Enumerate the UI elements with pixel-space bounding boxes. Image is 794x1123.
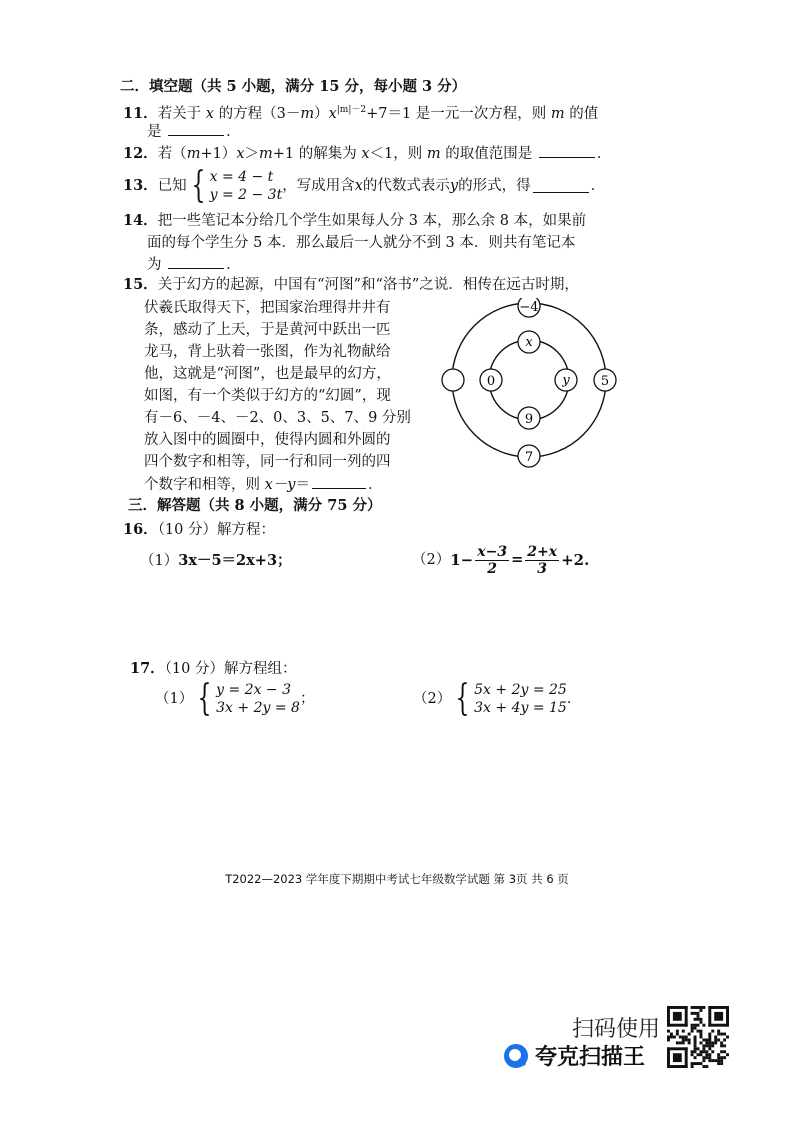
system-equation: 3x + 4y = 15 [474, 700, 567, 716]
question-16-part-1 [140, 552, 292, 570]
quark-brand [503, 1040, 645, 1071]
question-12 [123, 144, 611, 163]
question-11-line-1 [123, 101, 598, 123]
q12-text: 的取值范围是 [440, 146, 537, 162]
question-17-part-2 [413, 679, 581, 719]
q13-text: 已知 [157, 178, 187, 194]
quark-logo-icon [503, 1043, 529, 1069]
q14-text: ． [226, 257, 241, 273]
question-14-line-2: 面的每个学生分 5 本．那么最后一人就分不到 3 本．则共有笔记本 [147, 235, 576, 251]
equation-part: 1− [450, 551, 474, 569]
q11-var: x [328, 105, 337, 122]
q15-text: 关于幻方的起源，中国有“河图”和“洛书”之说．相传在远古时期， [157, 277, 579, 293]
node-outer-top-label: −4 [519, 300, 539, 315]
fraction [475, 544, 509, 577]
fraction-denominator: 2 [487, 560, 498, 577]
q13-var: y [449, 178, 459, 194]
q13-text: 的代数式表示 [362, 178, 450, 194]
q15-body-line: 他，这就是“河图”，也是最早的幻方， [144, 366, 391, 382]
outer-circle [452, 303, 606, 457]
q12-var: x [236, 146, 245, 162]
brace-icon: { [191, 165, 206, 206]
q13-text: 的形式，得 [458, 178, 531, 194]
q12-text: 若（ [157, 146, 187, 162]
question-11-line-2 [147, 122, 241, 141]
question-17-part-1 [155, 679, 314, 719]
q17-text: ． [566, 691, 582, 707]
question-17-number: 17． [130, 660, 165, 677]
node-outer-left [442, 369, 464, 391]
part-label: （2） [413, 691, 452, 707]
question-16 [123, 521, 275, 539]
q15-text: 个数字和相等，则 [144, 477, 265, 493]
q13-var: x [354, 178, 363, 194]
q11-var: m [550, 105, 565, 122]
node-outer-right-label: 5 [600, 374, 610, 389]
q15-body-line: 四个数字和相等，同一行和同一列的四 [144, 454, 391, 470]
q15-text: ． [367, 477, 383, 493]
q12-text: ＜1，则 [369, 146, 427, 162]
q15-body-line: 伏羲氏取得天下，把国家治理得井井有 [144, 300, 391, 316]
part-label: （2） [412, 552, 451, 568]
part-label: （1） [140, 553, 179, 569]
node-inner-top-label: x [525, 335, 533, 350]
q12-var: m [259, 146, 273, 162]
question-15-line-1 [123, 276, 579, 294]
q11-var: x [205, 105, 214, 122]
equation-part: = [511, 551, 524, 568]
question-14-line-1 [123, 212, 586, 230]
question-13-number: 13． [123, 177, 158, 194]
q11-exponent: |m|－2 [336, 105, 367, 115]
fraction [525, 544, 559, 577]
q11-var: m [300, 105, 315, 122]
q11-text: ． [226, 124, 241, 140]
q14-text: 为 [147, 257, 167, 273]
system-equation: x = 4 − t [209, 169, 274, 185]
q12-var: m [186, 146, 201, 162]
q15-body-line: 有－6、－4、－2、0、3、5、7、9 分别 [144, 410, 411, 426]
q16-text: （10 分）解方程： [157, 522, 275, 538]
q12-text: +1 的解集为 [272, 146, 362, 162]
brace-icon: { [455, 678, 470, 719]
fraction-numerator: x−3 [477, 543, 508, 560]
equation-part: +2. [561, 551, 590, 569]
node-outer-bottom-label: 7 [524, 450, 534, 465]
answer-blank[interactable] [539, 144, 595, 158]
system-equation: y = 2 − 3t [209, 187, 283, 203]
q12-text: ＞ [244, 146, 259, 162]
q17-text: （10 分）解方程组： [164, 661, 297, 677]
equation-system [187, 165, 283, 206]
qr-code-icon[interactable] [667, 1006, 729, 1068]
q11-text: 的方程（3－ [213, 105, 301, 122]
quark-brand-name: 夸克扫描王 [535, 1045, 646, 1070]
q15-body-line: 龙马，背上驮着一张图，作为礼物献给 [144, 344, 391, 360]
q15-body-line: 如图，有一个类似于幻方的“幻圆”，现 [144, 388, 391, 404]
q12-text: ． [596, 146, 612, 162]
question-16-part-2 [412, 540, 589, 580]
equation-system [451, 678, 567, 719]
question-12-number: 12． [123, 145, 158, 162]
page-footer: T2022—2023 学年度下期期中考试七年级数学试题 第 3页 共 6 页 [225, 872, 569, 886]
q11-text: 若关于 [157, 105, 206, 122]
q12-var: m [426, 146, 441, 162]
q15-body-line: 放入图中的圆圈中，使得内圆和外圆的 [144, 432, 391, 448]
answer-blank[interactable] [168, 122, 224, 136]
section-3-heading-text: 三．解答题（共 8 小题，满分 75 分） [128, 497, 382, 514]
section-2-heading: 二．填空题（共 5 小题，满分 15 分，每小题 3 分） [120, 78, 467, 95]
brace-icon: { [197, 678, 212, 719]
equation: 3x－5＝2x+3； [178, 552, 292, 569]
q11-text: +7＝1 是一元一次方程，则 [366, 105, 551, 122]
question-11-number: 11． [123, 104, 158, 122]
magic-circle-diagram [438, 298, 620, 468]
q17-text: ； [299, 691, 315, 707]
q11-text: 是 [147, 124, 167, 140]
question-17 [130, 660, 297, 678]
answer-blank[interactable] [533, 179, 589, 193]
system-equation: y = 2x − 3 [216, 682, 292, 698]
q11-text: 的值 [564, 105, 599, 122]
part-label: （1） [155, 691, 194, 707]
system-equation: 5x + 2y = 25 [474, 682, 567, 698]
node-inner-bottom-label: 9 [524, 412, 534, 427]
q11-text: ） [314, 105, 329, 122]
answer-blank[interactable] [168, 255, 224, 269]
q12-var: x [361, 146, 370, 162]
q14-text: 把一些笔记本分给几个学生如果每人分 3 本，那么余 8 本，如果前 [157, 213, 587, 229]
q15-text: ＝ [295, 477, 310, 493]
fraction-denominator: 3 [537, 560, 548, 577]
equation-system [193, 678, 300, 719]
q15-last-line [144, 475, 382, 494]
node-inner-right-label: y [562, 373, 570, 388]
q15-body-line: 条，感动了上天，于是黄河中跃出一匹 [144, 322, 391, 338]
q13-text: ，写成用含 [282, 178, 355, 194]
question-14-number: 14． [123, 212, 158, 229]
node-inner-left-label: 0 [486, 374, 496, 389]
system-equation: 3x + 2y = 8 [216, 700, 300, 716]
q13-text: ． [590, 178, 606, 194]
fraction-numerator: 2+x [527, 543, 558, 560]
question-13 [123, 166, 605, 206]
q12-text: +1） [200, 146, 237, 162]
question-14-line-3 [147, 255, 241, 274]
scan-to-use-label: 扫码使用 [572, 1017, 661, 1042]
answer-blank[interactable] [312, 475, 366, 489]
question-16-number: 16． [123, 521, 158, 538]
q15-var: x－y [264, 477, 296, 493]
question-15-number: 15． [123, 276, 158, 293]
